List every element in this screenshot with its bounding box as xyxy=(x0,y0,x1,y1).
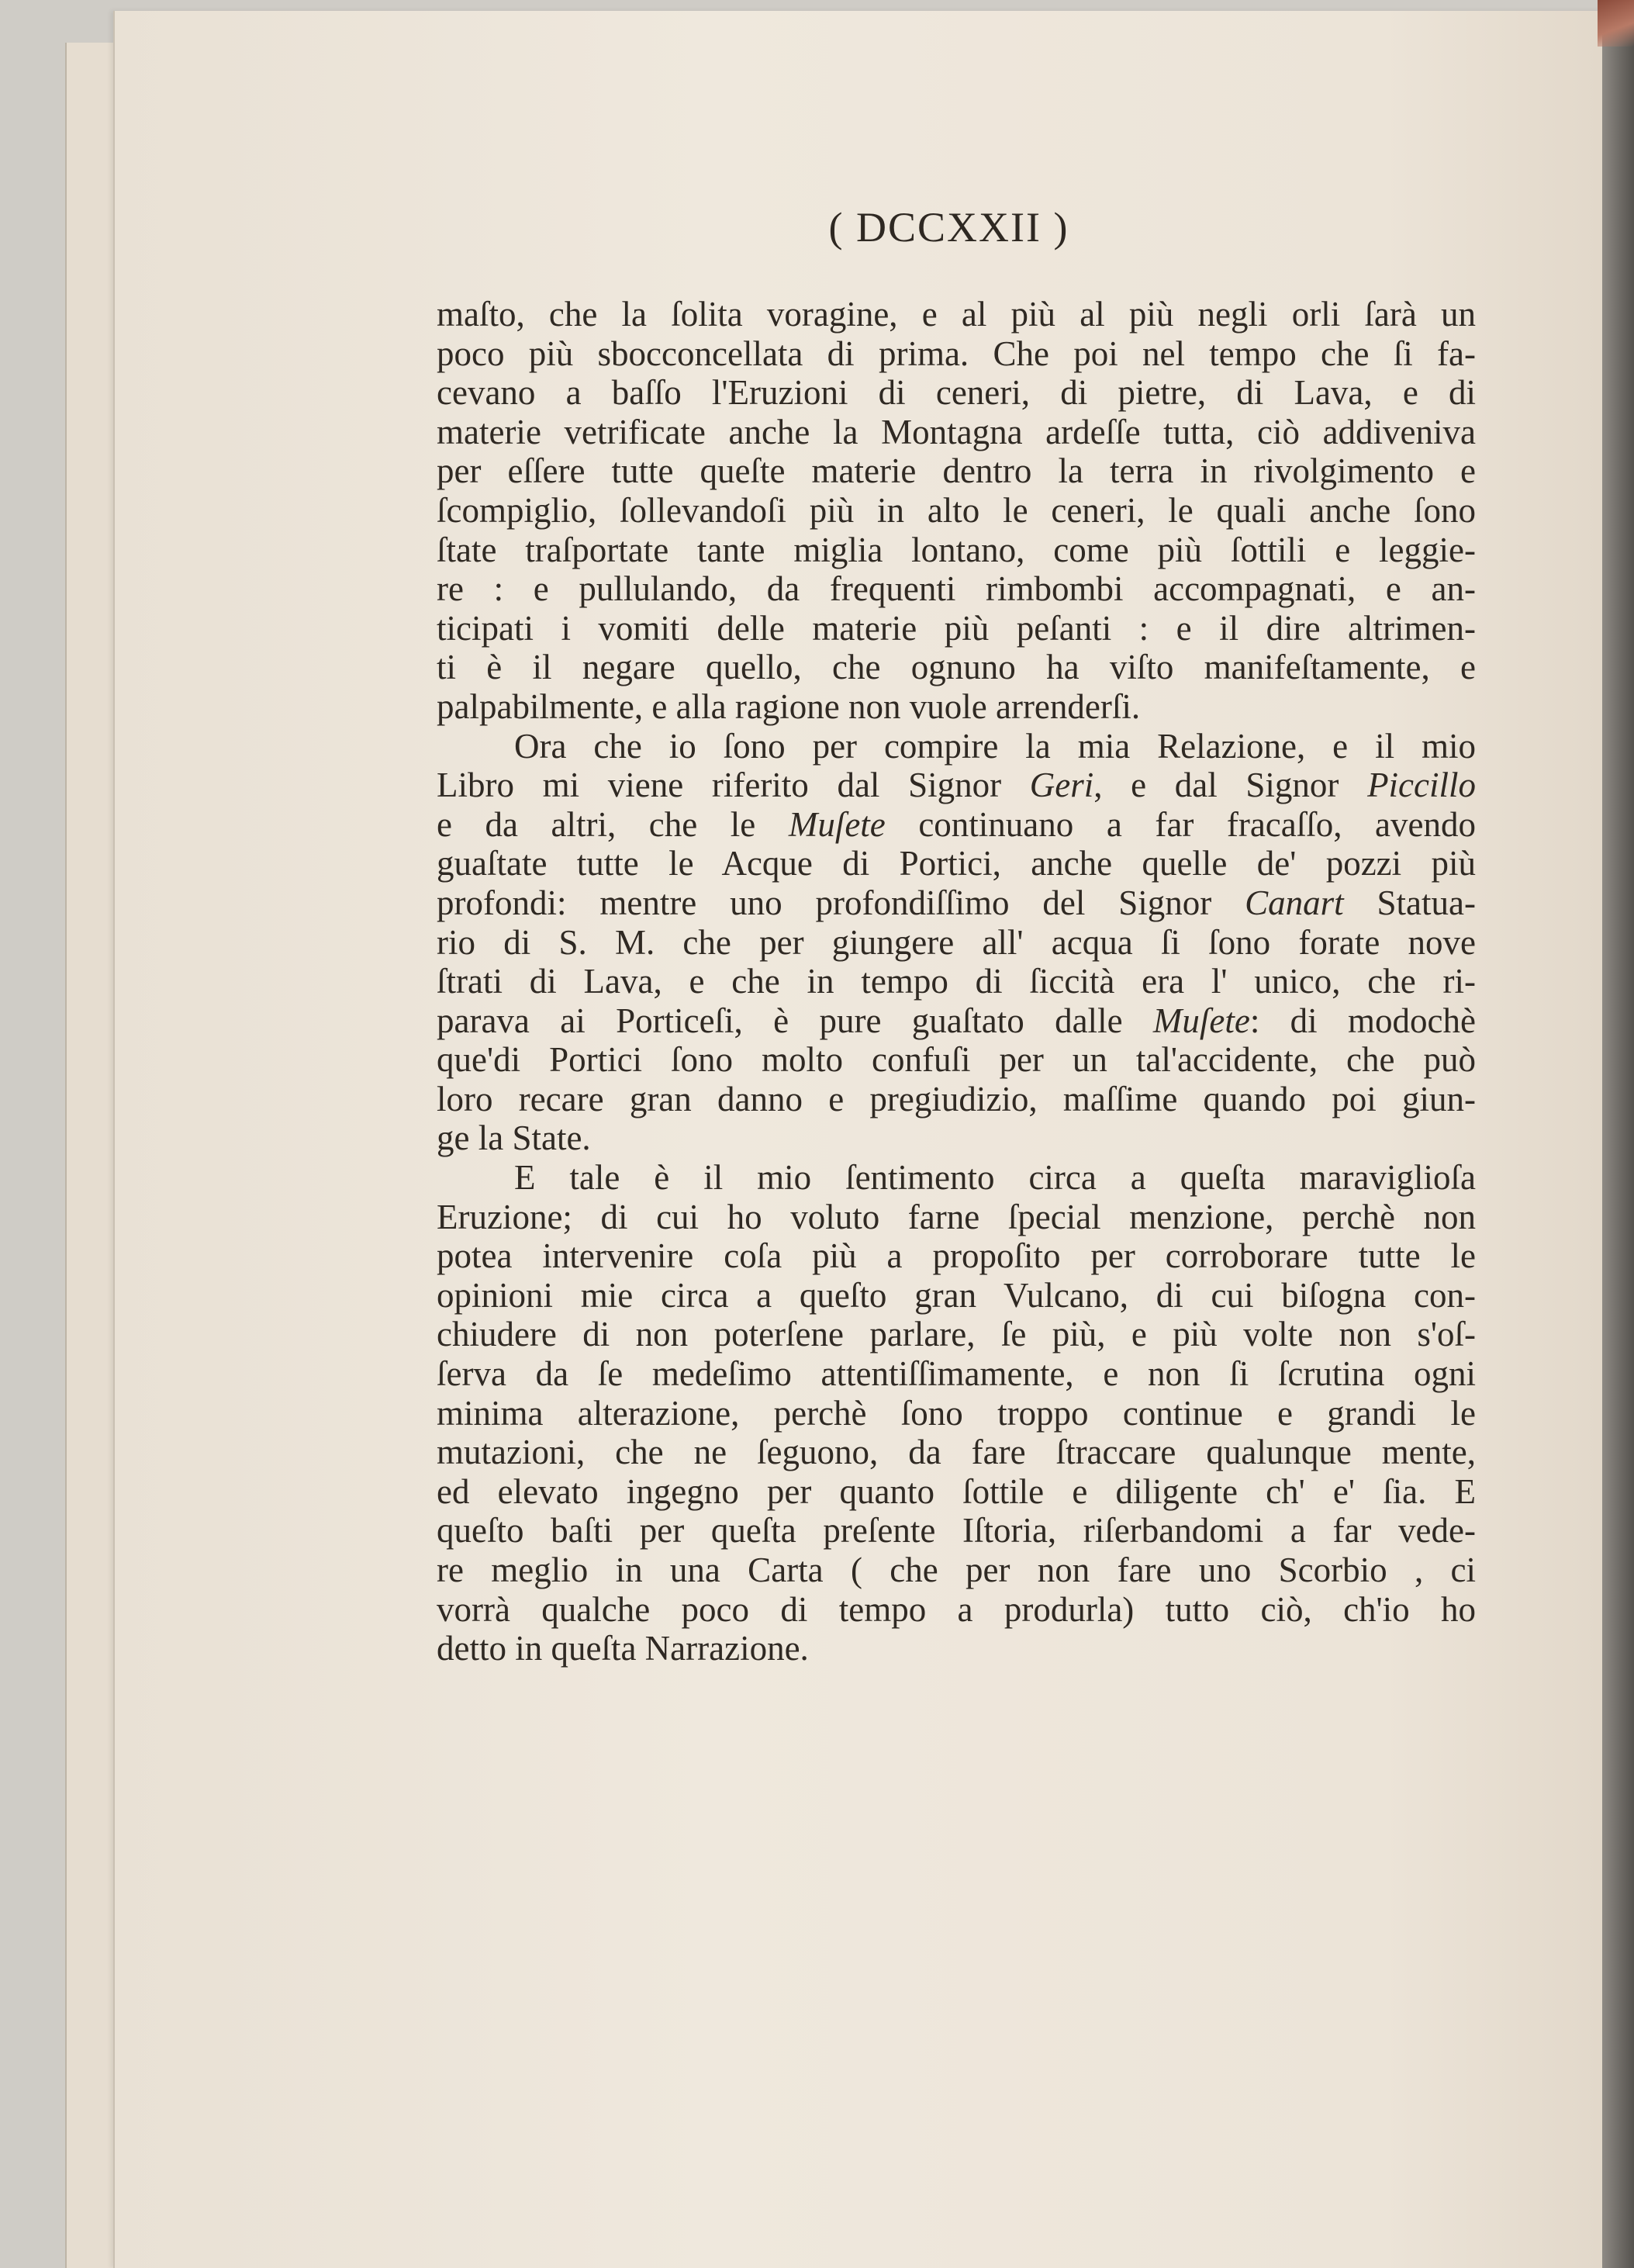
text-segment: ge la State. xyxy=(437,1118,591,1158)
text-segment: ti è il negare quello, che ognuno ha viſto manifeſtamente, e xyxy=(437,648,1476,687)
text-line xyxy=(437,962,1476,1001)
text-line xyxy=(437,295,1476,334)
text-segment: que'di Portici ſono molto confuſi per un tal'accidente, che può xyxy=(437,1040,1476,1080)
text-line xyxy=(437,1040,1476,1080)
text-segment: guaſtate tutte le Acque di Portici, anche quelle de' pozzi più xyxy=(437,844,1476,883)
text-line xyxy=(437,451,1476,491)
paragraph xyxy=(437,727,1476,1159)
text-segment: rio di S. M. che per giungere all' acqua ſi ſono forate nove xyxy=(437,922,1476,962)
italic-name: Canart xyxy=(1245,883,1344,922)
text-segment: ſerva da ſe medeſimo attentiſſimamente, e non ſi ſcrutina ogni xyxy=(437,1354,1476,1394)
text-line xyxy=(437,1118,1476,1158)
text-segment: ticipati i vomiti delle materie più peſanti : e il dire altrimen- xyxy=(437,608,1476,648)
text-segment: queſto baſti per queſta preſente Iſtoria, riſerbandomi a far vede- xyxy=(437,1511,1476,1551)
text-segment: mutazioni, che ne ſeguono, da fare ſtraccare qualunque mente, xyxy=(437,1433,1476,1472)
paragraph xyxy=(437,295,1476,727)
text-segment: chiudere di non poterſene parlare, ſe più, e più volte non s'oſ- xyxy=(437,1315,1476,1354)
text-segment: re meglio in una Carta ( che per non fare uno Scorbio , ci xyxy=(437,1551,1476,1589)
text-segment: cevano a baſſo l'Eruzioni di ceneri, di pietre, di Lava, e di xyxy=(437,373,1476,413)
text-line xyxy=(437,334,1476,374)
text-line xyxy=(437,648,1476,687)
text-segment: Ora che io ſono per compire la mia Relazione, e il mio xyxy=(514,726,1476,766)
text-line xyxy=(437,727,1476,766)
text-segment: vorrà qualche poco di tempo a produrla) tutto ciò, ch'io ho xyxy=(437,1589,1476,1629)
book-corner xyxy=(1598,0,1634,47)
text-line xyxy=(437,413,1476,452)
text-segment: ſtrati di Lava, e che in tempo di ſiccità era l' unico, che ri- xyxy=(437,962,1476,1001)
text-line xyxy=(437,844,1476,883)
text-line xyxy=(437,1472,1476,1512)
text-line xyxy=(437,805,1476,845)
page-number-header: ( DCCXXII ) xyxy=(828,204,1069,251)
text-segment: : di modochè xyxy=(1249,1001,1476,1040)
text-line xyxy=(437,766,1476,805)
text-line xyxy=(437,1198,1476,1237)
text-segment: E tale è il mio ſentimento circa a queſta maraviglioſa xyxy=(514,1158,1476,1198)
book-edge xyxy=(1602,0,1634,2268)
italic-name: Geri xyxy=(1029,766,1094,805)
text-segment: ſcompiglio, ſollevandoſi più in alto le ceneri, le quali anche ſono xyxy=(437,490,1476,530)
text-line xyxy=(437,1354,1476,1394)
text-segment: potea intervenire coſa più a propoſito per corroborare tutte le xyxy=(437,1236,1476,1276)
text-segment: poco più sbocconcellata di prima. Che poi nel tempo che ſi fa- xyxy=(437,334,1476,373)
text-line xyxy=(437,1276,1476,1316)
text-line xyxy=(437,923,1476,963)
text-segment: materie vetrificate anche la Montagna ardeſſe tutta, ciò addiveniva xyxy=(437,412,1476,451)
text-line xyxy=(437,569,1476,609)
text-line xyxy=(437,1551,1476,1590)
text-line xyxy=(437,1080,1476,1119)
text-line xyxy=(437,1236,1476,1276)
paragraph xyxy=(437,1158,1476,1668)
text-line xyxy=(437,1394,1476,1433)
text-segment: Eruzione; di cui ho voluto farne ſpecial menzione, perchè non xyxy=(437,1197,1476,1236)
text-segment: e da altri, che le xyxy=(437,804,789,844)
text-segment: Libro mi viene riferito dal Signor xyxy=(437,766,1030,805)
text-line xyxy=(437,609,1476,648)
italic-name: Muſete xyxy=(788,804,886,844)
text-line xyxy=(437,883,1476,923)
text-line xyxy=(437,373,1476,413)
text-segment: per eſſere tutte queſte materie dentro la terra in rivolgimento e xyxy=(437,451,1476,491)
italic-name: Muſete xyxy=(1152,1001,1250,1040)
text-line xyxy=(437,1001,1476,1041)
text-segment: continuano a far fracaſſo, avendo xyxy=(885,804,1476,844)
text-line xyxy=(437,1433,1476,1472)
text-line xyxy=(437,491,1476,531)
text-segment: re : e pullulando, da frequenti rimbombi accompagnati, e an- xyxy=(437,569,1476,609)
text-segment: Statua- xyxy=(1343,883,1476,922)
text-segment: ſtate traſportate tante miglia lontano, come più ſottili e leggie- xyxy=(437,530,1476,569)
text-segment: parava ai Porticeſi, è pure guaſtato dalle xyxy=(437,1001,1153,1040)
text-segment: maſto, che la ſolita voragine, e al più al più negli orli ſarà un xyxy=(437,295,1476,334)
text-segment: opinioni mie circa a queſto gran Vulcano, di cui biſogna con- xyxy=(437,1275,1476,1315)
italic-name: Piccillo xyxy=(1367,766,1477,805)
text-segment: , e dal Signor xyxy=(1093,766,1368,805)
text-line xyxy=(437,1511,1476,1551)
body-text xyxy=(437,295,1476,1668)
text-segment: minima alterazione, perchè ſono troppo continue e grandi le xyxy=(437,1393,1476,1433)
text-line xyxy=(437,1315,1476,1354)
text-line xyxy=(437,1629,1476,1668)
text-line xyxy=(437,531,1476,570)
text-line xyxy=(437,1590,1476,1630)
text-segment: detto in queſta Narrazione. xyxy=(437,1629,809,1668)
text-segment: profondi: mentre uno profondiſſimo del Signor xyxy=(437,883,1245,922)
text-line xyxy=(437,1158,1476,1198)
text-segment: loro recare gran danno e pregiudizio, maſſime quando poi giun- xyxy=(437,1079,1476,1118)
text-line xyxy=(437,687,1476,727)
text-segment: palpabilmente, e alla ragione non vuole arrenderſi. xyxy=(437,686,1141,726)
text-segment: ed elevato ingegno per quanto ſottile e diligente ch' e' ſia. E xyxy=(437,1471,1476,1511)
